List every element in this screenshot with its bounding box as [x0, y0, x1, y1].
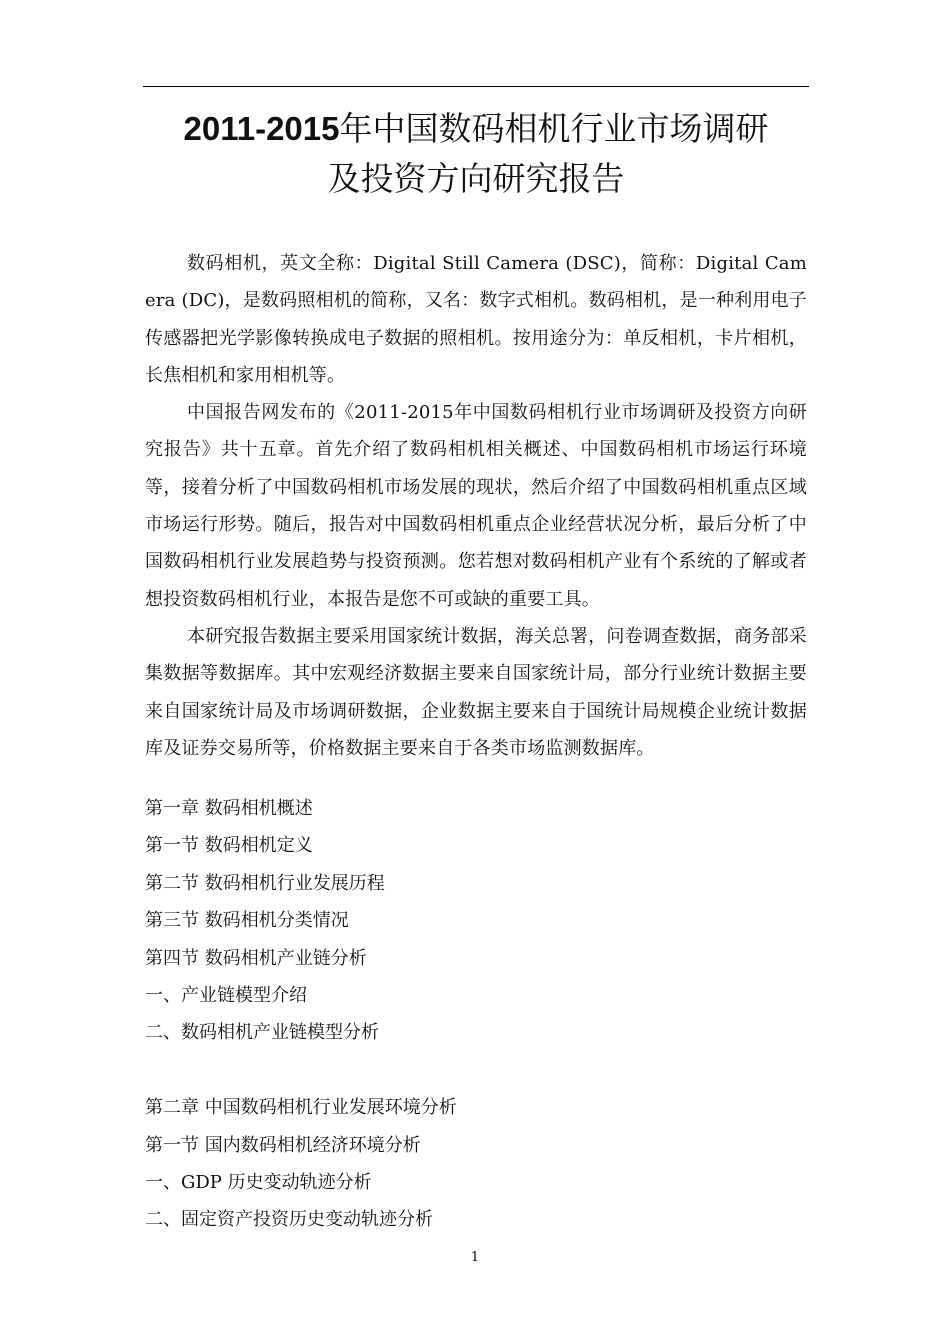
toc-section-2-1: 第一节 国内数码相机经济环境分析: [145, 1134, 421, 1156]
toc-item-2-1-1: 一、GDP 历史变动轨迹分析: [145, 1171, 372, 1193]
header-rule: [143, 86, 809, 87]
intro-body: [145, 245, 807, 767]
toc-item-2-1-2: 二、固定资产投资历史变动轨迹分析: [145, 1209, 433, 1231]
toc-chapter-1: 第一章 数码相机概述: [145, 798, 313, 819]
report-title: [143, 104, 809, 204]
toc-chapter-2: 第二章 中国数码相机行业发展环境分析: [145, 1097, 457, 1119]
title-year: 2011-2015: [183, 110, 340, 147]
toc-item-1-4-2: 二、数码相机产业链模型分析: [145, 1022, 379, 1044]
toc-section-1-3: 第三节 数码相机分类情况: [145, 910, 349, 932]
toc-section-1-2: 第二节 数码相机行业发展历程: [145, 872, 385, 894]
paragraph-report-overview: 中国报告网发布的《2011-2015年中国数码相机行业市场调研及投资方向研究报告》共十五章。首先介绍了数码相机相关概述、中国数码相机市场运行环境等，接着分析了中国数码相机市场发展的现状，然后介绍了中国数码相机重点区域市场运行形势。随后，报告对中国数码相机重点企业经营状况分析，最后分析了中国数码相机行业发展趋势与投资预测。您若想对数码相机产业有个系统的了解或者想投资数码相机行业，本报告是您不可或缺的重要工具。: [145, 402, 807, 610]
page-number: 1: [470, 1250, 480, 1265]
paragraph-data-sources: 本研究报告数据主要采用国家统计数据，海关总署，问卷调查数据，商务部采集数据等数据库。其中宏观经济数据主要来自国家统计局，部分行业统计数据主要来自国家统计局及市场调研数据，企业数据主要来自于国统计局规模企业统计数据库及证券交易所等，价格数据主要来自于各类市场监测数据库。: [145, 625, 807, 759]
title-line2-text: 及投资方向研究报告: [327, 159, 625, 198]
paragraph-definition: 数码相机，英文全称：Digital Still Camera (DSC)，简称：Digital Camera (DC)，是数码照相机的简称，又名：数字式相机。数码相机，是一种利用电子传感器把光学影像转换成电子数据的照相机。按用途分为：单反相机，卡片相机，长焦相机和家用相机等。: [145, 253, 807, 386]
toc-section-1-4: 第四节 数码相机产业链分析: [145, 947, 367, 969]
toc-item-1-4-1: 一、产业链模型介绍: [145, 984, 307, 1006]
title-line1-text: 年中国数码相机行业市场调研: [339, 109, 769, 148]
toc-section-1-1: 第一节 数码相机定义: [145, 835, 313, 857]
table-of-contents: [145, 790, 807, 1239]
